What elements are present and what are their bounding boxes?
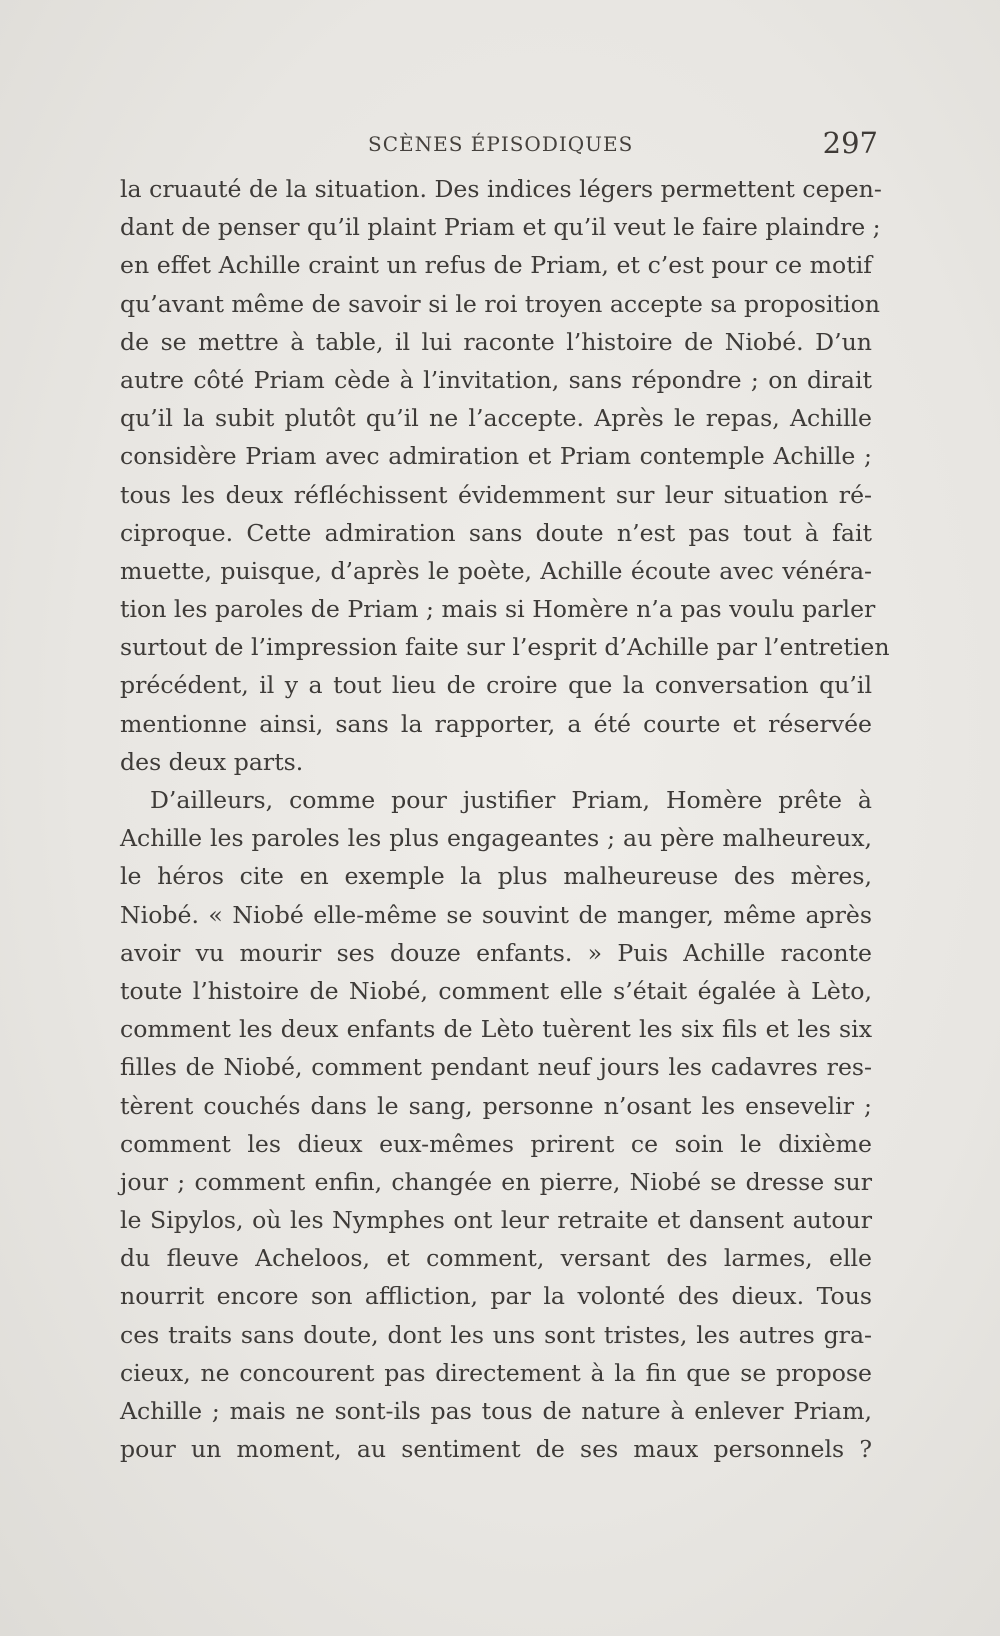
text-line: précédent, il y a tout lieu de croire que la conversation qu’il [120,671,872,700]
page-number: 297 [822,126,878,160]
text-line: filles de Niobé, comment pendant neuf jours les cadavres res- [120,1053,872,1082]
text-line: de se mettre à table, il lui raconte l’histoire de Niobé. D’un [120,327,872,356]
text-line: le Sipylos, où les Nymphes ont leur retraite et dansent autour [120,1206,872,1235]
text-line: qu’avant même de savoir si le roi troyen accepte sa proposition [120,289,880,318]
text-line: autre côté Priam cède à l’invitation, sans répondre ; on dirait [120,365,872,394]
text-line: en effet Achille craint un refus de Priam, et c’est pour ce motif [120,251,872,280]
text-line: nourrit encore son affliction, par la volonté des dieux. Tous [120,1282,872,1311]
text-line: avoir vu mourir ses douze enfants. » Puis Achille raconte [120,938,872,967]
text-line: dant de penser qu’il plaint Priam et qu’il veut le faire plaindre ; [120,213,881,242]
text-line: surtout de l’impression faite sur l’esprit d’Achille par l’entretien [120,633,890,662]
text-line: toute l’histoire de Niobé, comment elle s’était égalée à Lèto, [120,976,872,1005]
text-line: Achille ; mais ne sont-ils pas tous de nature à enlever Priam, [120,1397,872,1425]
text-line: ces traits sans doute, dont les uns sont tristes, les autres gra- [120,1320,872,1349]
text-line: ciproque. Cette admiration sans doute n’est pas tout à fait [120,518,872,547]
running-head: SCÈNES ÉPISODIQUES [368,132,634,156]
text-line: le héros cite en exemple la plus malheureuse des mères, [120,862,872,891]
text-line: mentionne ainsi, sans la rapporter, a été courte et réservée [120,709,872,738]
text-line: pour un moment, au sentiment de ses maux personnels ? [120,1435,872,1464]
paragraph-start-line: D’ailleurs, comme pour justifier Priam, Homère prête à [150,786,872,814]
text-line: Achille les paroles les plus engageantes ; au père malheureux, [120,824,872,853]
body-text [120,170,890,1468]
text-line: tous les deux réfléchissent évidemment sur leur situation ré- [120,480,872,509]
text-line: comment les dieux eux-mêmes prirent ce soin le dixième [120,1129,872,1158]
text-line: Niobé. « Niobé elle-même se souvint de manger, même après [120,900,872,929]
text-line: qu’il la subit plutôt qu’il ne l’accepte. Après le repas, Achille [120,404,872,433]
page-header [118,128,878,168]
text-line: la cruauté de la situation. Des indices légers permettent cepen- [120,175,882,203]
text-line: considère Priam avec admiration et Priam contemple Achille ; [120,442,872,471]
text-line: cieux, ne concourent pas directement à la fin que se propose [120,1358,872,1387]
text-line: tion les paroles de Priam ; mais si Homère n’a pas voulu parler [120,595,876,624]
text-line: jour ; comment enfin, changée en pierre, Niobé se dresse sur [120,1167,872,1196]
paragraph-end-line: des deux parts. [120,747,304,776]
text-line: muette, puisque, d’après le poète, Achille écoute avec vénéra- [120,556,872,585]
text-line: tèrent couchés dans le sang, personne n’osant les ensevelir ; [120,1091,872,1120]
text-line: du fleuve Acheloos, et comment, versant des larmes, elle [120,1244,872,1273]
text-line: comment les deux enfants de Lèto tuèrent les six fils et les six [120,1015,872,1044]
